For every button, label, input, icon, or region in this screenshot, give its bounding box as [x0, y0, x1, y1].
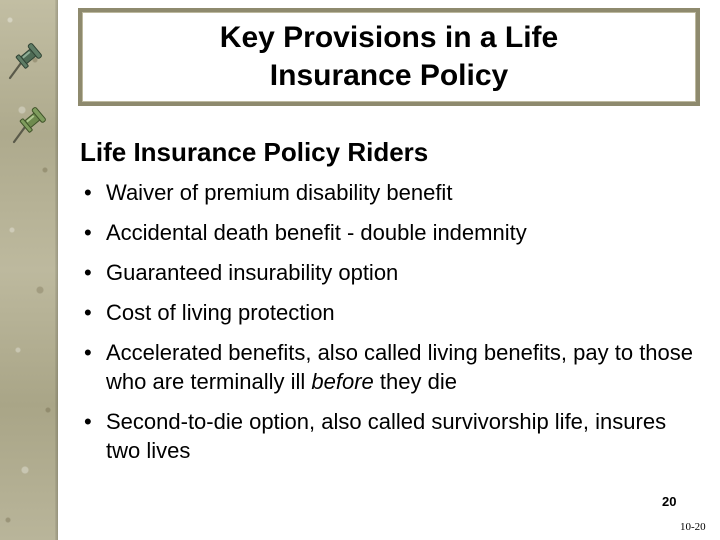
rider-bullet-list: [80, 178, 705, 476]
bullet-dot: •: [84, 260, 92, 285]
bullet-text-after: they die: [373, 369, 457, 394]
bullet-text: Waiver of premium disability benefit: [106, 180, 453, 205]
list-item: [80, 178, 705, 207]
list-item: [80, 407, 705, 465]
bullet-text: Guaranteed insurability option: [106, 260, 399, 285]
bullet-dot: •: [84, 409, 92, 434]
bullet-text: [106, 340, 693, 394]
bullet-text: Cost of living protection: [106, 300, 335, 325]
list-item: [80, 338, 705, 396]
bullet-text: Second-to-die option, also called survivorship life, insures two lives: [106, 409, 667, 463]
list-item: [80, 258, 705, 287]
list-item: [80, 298, 705, 327]
title-box: [78, 8, 700, 106]
page-number: 20: [662, 494, 677, 509]
marble-side-strip: [0, 0, 58, 540]
section-heading: Life Insurance Policy Riders: [80, 137, 429, 167]
list-item: [80, 218, 705, 247]
bullet-dot: •: [84, 340, 92, 365]
pushpin-icon: [8, 102, 48, 146]
bullet-text-before: Accelerated benefits, also called living benefits, pay to those who are terminally ill: [106, 340, 694, 394]
bullet-dot: •: [84, 180, 92, 205]
slide-title: Key Provisions in a Life Insurance Policy: [219, 21, 559, 92]
bullet-dot: •: [84, 220, 92, 245]
slide-code: 10-20: [680, 521, 706, 533]
bullet-dot: •: [84, 300, 92, 325]
pushpin-icon: [4, 38, 44, 82]
bullet-emphasis: before: [311, 369, 374, 394]
bullet-text: Accidental death benefit - double indemnity: [106, 220, 527, 245]
